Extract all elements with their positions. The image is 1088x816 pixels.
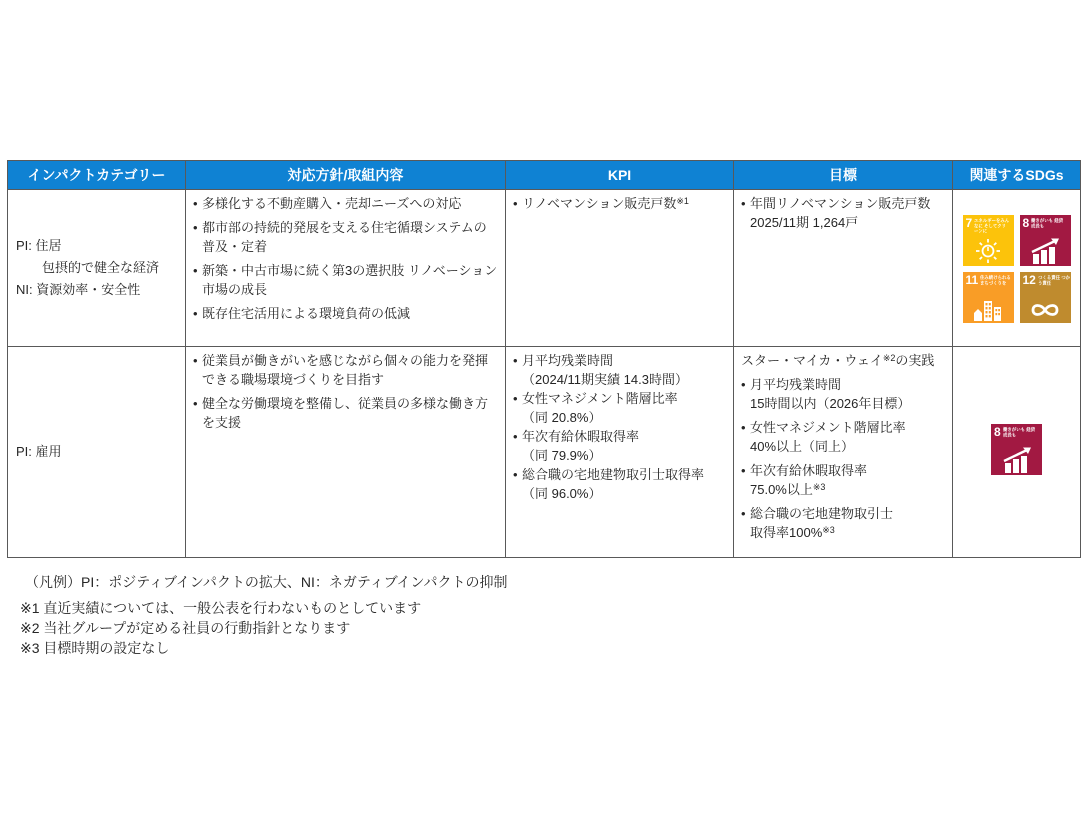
target-text: 年間リノベマンション販売戸数 2025/11期 1,264戸 <box>750 196 931 230</box>
target-text: 総合職の宅地建物取引士 取得率100%$^{※3}$ <box>750 506 894 540</box>
sdg-label: 働きがいも 経済成長も <box>1002 427 1035 438</box>
col-header-sdgs: 関連するSDGs <box>953 161 1081 190</box>
target-text: 年次有給休暇取得率 75.0%以上$^{※3}$ <box>750 463 868 497</box>
target-item <box>741 375 946 413</box>
target-text: 女性マネジメント階層比率 40%以上（同上） <box>750 420 906 454</box>
kpi-cell-housing <box>506 190 734 347</box>
impact-category-table <box>7 160 1081 558</box>
col-header-policy: 対応方針/取組内容 <box>186 161 506 190</box>
policy-item <box>193 351 499 389</box>
kpi-item <box>513 194 727 213</box>
kpi-item <box>513 389 727 427</box>
kpi-text: 女性マネジメント階層比率 （同 20.8%） <box>522 391 678 425</box>
bullet-icon: • <box>513 429 518 444</box>
col-header-target: 目標 <box>734 161 953 190</box>
sdg-goal-12-icon <box>1020 272 1071 323</box>
policy-text: 従業員が働きがいを感じながら個々の能力を発揮できる職場環境づくりを目指す <box>202 353 489 387</box>
target-text: 月平均残業時間 15時間以内（2026年目標） <box>750 377 911 411</box>
bullet-icon: • <box>193 306 198 321</box>
bullet-icon: • <box>741 196 746 211</box>
category-line: 包摂的で健全な経済 <box>42 260 160 275</box>
policy-text: 多様化する不動産購入・売却ニーズへの対応 <box>202 196 462 211</box>
bullet-icon: • <box>513 196 518 211</box>
growth-chart-icon <box>1020 238 1071 264</box>
col-header-kpi: KPI <box>506 161 734 190</box>
target-item <box>741 461 946 499</box>
legend-text: （凡例）PI：ポジティブインパクトの拡大、NI：ネガティブインパクトの抑制 <box>25 574 508 590</box>
policy-cell-housing <box>186 190 506 347</box>
bullet-icon: • <box>193 263 198 278</box>
footnotes <box>20 598 421 658</box>
footnote-marker: ※2 <box>882 353 896 363</box>
bullet-icon: • <box>193 196 198 211</box>
target-cell-employment <box>734 347 953 558</box>
target-item <box>741 418 946 456</box>
category-line: PI: 住居 <box>16 238 62 253</box>
target-heading: スター・マイカ・ウェイ$^{※2}$の実践 <box>741 353 935 368</box>
policy-cell-employment <box>186 347 506 558</box>
col-header-impact-category: インパクトカテゴリー <box>8 161 186 190</box>
sdg-label: エネルギーをみんなに そしてクリーンに <box>974 218 1010 234</box>
bullet-icon: • <box>741 463 746 478</box>
sdg-number: 7 <box>965 216 973 230</box>
kpi-item <box>513 427 727 465</box>
target-cell-housing <box>734 190 953 347</box>
growth-chart-icon <box>991 447 1042 473</box>
sdgs-cell-employment <box>953 347 1081 558</box>
bullet-icon: • <box>513 467 518 482</box>
footnote-marker: ※1 <box>676 196 689 206</box>
kpi-item <box>513 351 727 389</box>
bullet-icon: • <box>193 353 198 368</box>
sdg-label: 働きがいも 経済成長も <box>1031 218 1064 229</box>
policy-item <box>193 261 499 299</box>
sdgs-cell-housing <box>953 190 1081 347</box>
bullet-icon: • <box>193 220 198 235</box>
policy-item <box>193 304 499 323</box>
footnote-1: ※1 直近実績については、一般公表を行わないものとしています <box>20 600 422 616</box>
kpi-text: 年次有給休暇取得率 （同 79.9%） <box>522 429 640 463</box>
sdg-goal-8-icon <box>991 424 1042 475</box>
bullet-icon: • <box>741 377 746 392</box>
kpi-text: リノベマンション販売戸数$^{※1}$ <box>522 196 689 211</box>
policy-item <box>193 194 499 213</box>
footnote-marker: ※3 <box>822 525 835 535</box>
policy-text: 既存住宅活用による環境負荷の低減 <box>202 306 411 321</box>
category-line: PI: 雇用 <box>16 444 62 459</box>
target-item <box>741 194 946 232</box>
policy-text: 健全な労働環境を整備し、従業員の多様な働き方を支援 <box>202 396 489 430</box>
table-row-housing <box>8 190 1081 347</box>
category-cell-employment <box>8 347 186 558</box>
sdg-icon-grid <box>963 215 1071 323</box>
sdg-number: 8 <box>994 425 1001 439</box>
policy-text: 新築・中古市場に続く第3の選択肢 リノベーション市場の成長 <box>202 263 498 297</box>
sdg-number: 12 <box>1022 273 1036 287</box>
policy-item <box>193 218 499 256</box>
bullet-icon: • <box>741 506 746 521</box>
bullet-icon: • <box>193 396 198 411</box>
sdg-number: 11 <box>965 273 979 287</box>
city-buildings-icon <box>963 297 1014 321</box>
sdg-goal-11-icon <box>963 272 1014 323</box>
infinity-icon <box>1020 299 1071 321</box>
target-item <box>741 504 946 542</box>
sdg-label: 住み続けられる まちづくりを <box>980 275 1011 286</box>
sun-icon <box>963 236 1014 264</box>
policy-item <box>193 394 499 432</box>
sdg-goal-8-icon <box>1020 215 1071 266</box>
sdg-goal-7-icon <box>963 215 1014 266</box>
kpi-cell-employment <box>506 347 734 558</box>
kpi-item <box>513 465 727 503</box>
category-line: NI: 資源効率・安全性 <box>16 282 141 297</box>
bullet-icon: • <box>741 420 746 435</box>
footnote-2: ※2 当社グループが定める社員の行動指針となります <box>20 620 351 636</box>
bullet-icon: • <box>513 353 518 368</box>
table-row-employment <box>8 347 1081 558</box>
footnote-marker: ※3 <box>812 482 826 492</box>
bullet-icon: • <box>513 391 518 406</box>
category-cell-housing <box>8 190 186 347</box>
kpi-text: 月平均残業時間 （2024/11期実績 14.3時間） <box>522 353 688 387</box>
kpi-text: 総合職の宅地建物取引士取得率 （同 96.0%） <box>522 467 705 501</box>
sdg-number: 8 <box>1022 216 1030 230</box>
sdg-label: つくる責任 つかう責任 <box>1037 275 1070 286</box>
table-header-row <box>8 161 1081 190</box>
policy-text: 都市部の持続的発展を支える住宅循環システムの普及・定着 <box>202 220 487 254</box>
footnote-3: ※3 目標時期の設定なし <box>20 640 170 656</box>
